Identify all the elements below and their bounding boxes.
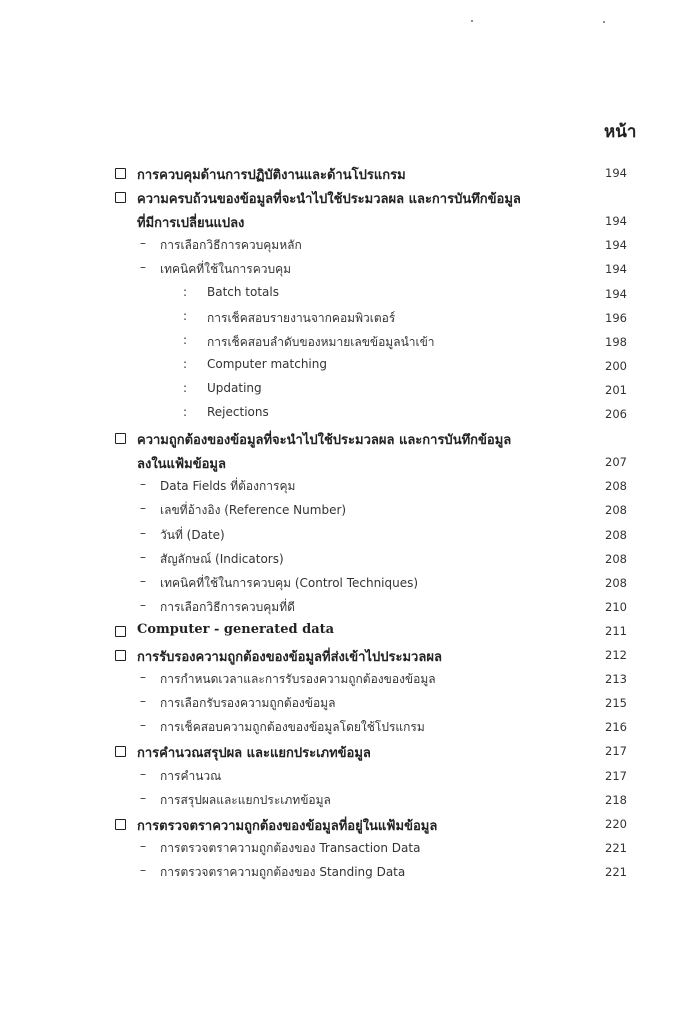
toc-entry-title: ความถูกต้องของข้อมูลที่จะนำไปใช้ประมวลผล และการบันทึกข้อมูล <box>137 433 512 449</box>
checkbox-bullet-icon <box>115 650 126 661</box>
toc-entry <box>0 260 681 284</box>
dash-bullet: – <box>140 549 146 564</box>
toc-entry-title: การคำนวณสรุปผล และแยกประเภทข้อมูล <box>137 746 371 762</box>
toc-entry-title: วันที่ (Date) <box>160 527 225 542</box>
toc-entry <box>0 863 681 887</box>
toc-page-number: 220 <box>605 816 627 831</box>
toc-entry-title: การเลือกรับรองความถูกต้องข้อมูล <box>160 696 336 711</box>
toc-entry-title: Computer matching <box>207 356 327 371</box>
toc-entry-title: การสรุปผลและแยกประเภทข้อมูล <box>160 792 331 807</box>
colon-bullet: : <box>183 332 188 347</box>
toc-entry-title: การเช็คสอบรายงานจากคอมพิวเตอร์ <box>207 310 396 325</box>
toc-page-number: 217 <box>605 744 627 759</box>
toc-entry <box>0 694 681 718</box>
toc-page-number: 213 <box>605 672 627 687</box>
toc-entry <box>0 405 681 429</box>
dash-bullet: – <box>140 260 146 275</box>
toc-entry <box>0 309 681 333</box>
page-column-header: หน้า <box>604 122 637 142</box>
toc-entry-title: เทคนิคที่ใช้ในการควบคุม <box>160 262 292 277</box>
toc-entry-title: การตรวจตราความถูกต้องของ Transaction Data <box>160 840 421 855</box>
toc-entry <box>0 381 681 405</box>
dash-bullet: – <box>140 477 146 492</box>
colon-bullet: : <box>183 405 188 419</box>
dash-bullet: – <box>140 694 146 709</box>
toc-entry <box>0 622 681 646</box>
checkbox-bullet-icon <box>115 626 126 637</box>
toc-page-number: 210 <box>605 599 627 614</box>
toc-entry-title: การกำหนดเวลาและการรับรองความถูกต้องของข้อมูล <box>160 672 436 687</box>
toc-entry-title: Data Fields ที่ต้องการคุม <box>160 479 296 494</box>
toc-entry <box>0 357 681 381</box>
dash-bullet: – <box>140 838 146 853</box>
toc-page-number: 215 <box>605 696 627 711</box>
checkbox-bullet-icon <box>115 192 126 203</box>
toc-page-number: 221 <box>605 840 627 855</box>
colon-bullet: : <box>183 308 188 323</box>
checkbox-bullet-icon <box>115 819 126 830</box>
dash-bullet: – <box>140 766 146 781</box>
toc-entry <box>0 815 681 839</box>
toc-entry-title: การเช็คสอบความถูกต้องของข้อมูลโดยใช้โปรแกรม <box>160 720 425 735</box>
toc-page-number: 194 <box>605 214 627 229</box>
colon-bullet: : <box>183 284 188 299</box>
toc-entry-title: ความครบถ้วนของข้อมูลที่จะนำไปใช้ประมวลผล และการบันทึกข้อมูล <box>137 192 521 208</box>
toc-entry <box>0 767 681 791</box>
toc-entry <box>0 574 681 598</box>
toc-page-number: 201 <box>605 382 627 397</box>
dash-bullet: – <box>140 718 146 733</box>
dash-bullet: – <box>140 501 146 516</box>
dash-bullet: – <box>140 573 146 588</box>
toc-page-number: 194 <box>605 262 627 277</box>
toc-entry-title: Batch totals <box>207 284 279 299</box>
toc-page-number: 208 <box>605 575 627 590</box>
colon-bullet: : <box>183 380 188 395</box>
colon-bullet: : <box>183 356 188 371</box>
toc-entry-title: Rejections <box>207 405 269 419</box>
toc-entry <box>0 501 681 525</box>
toc-entry <box>0 477 681 501</box>
toc-entry <box>0 791 681 815</box>
toc-entry-title: การตรวจตราความถูกต้องของข้อมูลที่อยู่ในแฟ้มข้อมูล <box>137 818 438 834</box>
checkbox-bullet-icon <box>115 433 126 444</box>
toc-page-number: 206 <box>605 407 627 421</box>
toc-page-number: 207 <box>605 455 627 470</box>
toc-entry <box>0 550 681 574</box>
toc-entry <box>0 285 681 309</box>
toc-entry <box>0 742 681 766</box>
toc-entry-title: การควบคุมด้านการปฏิบัติงานและด้านโปรแกรม <box>137 168 406 183</box>
toc-page-number: 194 <box>605 238 627 253</box>
toc-entry <box>0 236 681 260</box>
toc-entry-title: การรับรองความถูกต้องของข้อมูลที่ส่งเข้าไปประมวลผล <box>137 650 442 665</box>
toc-page-number: 198 <box>605 334 627 349</box>
toc-page-number: 196 <box>605 310 627 325</box>
toc-page-number: 217 <box>605 768 627 783</box>
toc-page-number: 194 <box>605 166 627 180</box>
toc-entry-title: เทคนิคที่ใช้ในการควบคุม (Control Techniques) <box>160 575 419 590</box>
toc-page-number: 208 <box>605 551 627 566</box>
toc-entry <box>0 453 681 477</box>
toc-entry <box>0 526 681 550</box>
toc-entry-title: เลขที่อ้างอิง (Reference Number) <box>160 503 347 518</box>
dash-bullet: – <box>140 670 146 685</box>
scan-speck <box>471 20 473 22</box>
toc-entry <box>0 646 681 670</box>
toc-entry <box>0 333 681 357</box>
toc-entry-title: การเช็คสอบลำดับของหมายเลขข้อมูลนำเข้า <box>207 334 435 349</box>
toc-page-number: 218 <box>605 792 627 807</box>
toc-entry <box>0 670 681 694</box>
toc-entry-title: การเลือกวิธีการควบคุมที่ดี <box>160 599 295 614</box>
toc-entry-title: ลงในแฟ้มข้อมูล <box>137 457 226 473</box>
toc-entry-title: การตรวจตราความถูกต้องของ Standing Data <box>160 864 406 879</box>
dash-bullet: – <box>140 597 146 612</box>
toc-page-number: 208 <box>605 527 627 542</box>
toc-entry <box>0 429 681 453</box>
toc-entry <box>0 212 681 236</box>
checkbox-bullet-icon <box>115 168 126 179</box>
dash-bullet: – <box>140 790 146 805</box>
toc-page-number: 212 <box>605 648 627 662</box>
toc-page-number: 211 <box>605 623 627 638</box>
toc-entry-title: การเลือกวิธีการควบคุมหลัก <box>160 238 302 253</box>
toc-page-number: 194 <box>605 286 627 301</box>
toc-page-number: 221 <box>605 864 627 879</box>
toc-page-number: 216 <box>605 720 627 735</box>
toc-entry-title: Computer - generated data <box>137 621 335 637</box>
toc-entry <box>0 188 681 212</box>
toc-page-number: 208 <box>605 479 627 494</box>
dash-bullet: – <box>140 236 146 251</box>
toc-entry <box>0 164 681 188</box>
toc-entry-title: ที่มีการเปลี่ยนแปลง <box>137 216 245 232</box>
toc-page-number: 208 <box>605 503 627 518</box>
toc-entry-title: การคำนวณ <box>160 768 222 783</box>
checkbox-bullet-icon <box>115 746 126 757</box>
toc-page-number: 200 <box>605 358 627 373</box>
toc-entry <box>0 718 681 742</box>
toc-entry <box>0 598 681 622</box>
toc-entry-title: สัญลักษณ์ (Indicators) <box>160 551 284 566</box>
toc-entry-title: Updating <box>207 380 262 395</box>
dash-bullet: – <box>140 862 146 877</box>
toc-entry <box>0 839 681 863</box>
scan-speck <box>603 21 605 23</box>
dash-bullet: – <box>140 525 146 540</box>
